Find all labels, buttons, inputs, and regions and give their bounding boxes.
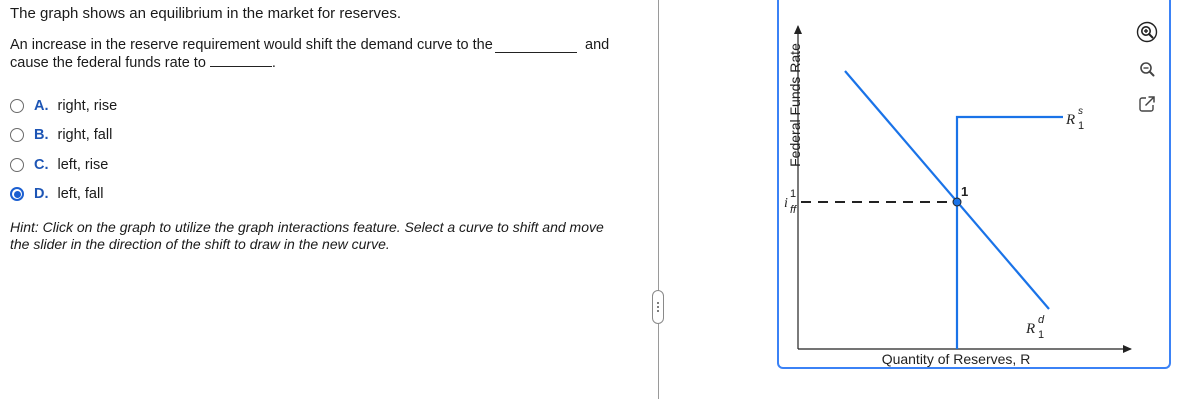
hint-line-2: the slider in the direction of the shift to draw in the new curve. [10,236,390,252]
question-line2-period: . [271,55,276,71]
question-line1-and: and [585,37,610,53]
supply-curve[interactable] [957,117,1063,349]
supply-label: R [1066,112,1076,128]
option-a-text: right, rise [57,97,118,114]
demand-label-sub: 1 [1038,329,1045,341]
y-axis-label: Federal Funds Rate [787,43,803,167]
option-c-text: left, rise [57,156,109,173]
zoom-out-icon[interactable] [1135,57,1159,81]
option-b-letter: B. [34,127,49,144]
demand-curve[interactable] [845,71,1049,309]
question-line1-text: An increase in the reserve requirement would shift the demand curve to the [10,37,493,53]
demand-label-sup: d [1038,314,1045,326]
option-b-text: right, fall [57,127,113,144]
demand-label: R [1026,321,1036,337]
x-axis-label: Quantity of Reserves, R [881,351,1031,367]
hint-line-1: Hint: Click on the graph to utilize the graph interactions feature. Select a curve to shift and move [10,219,604,235]
option-d-letter: D. [34,186,49,203]
option-a-letter: A. [34,97,49,114]
popout-icon[interactable] [1135,92,1159,116]
equilibrium-point[interactable] [953,198,961,206]
equilibrium-label: 1 [961,184,969,199]
question-intro: The graph shows an equilibrium in the market for reserves. [10,5,402,22]
rate-label-sub: ff [790,204,797,216]
rate-label: i [784,196,788,211]
question-line2-text: cause the federal funds rate to [10,55,206,71]
option-d-text: left, fall [57,186,104,203]
zoom-in-icon[interactable] [1135,20,1159,44]
supply-label-sup: s [1078,106,1083,117]
supply-label-sub: 1 [1078,120,1085,132]
rate-label-sup: 1 [790,188,797,200]
option-c-letter: C. [34,156,49,173]
